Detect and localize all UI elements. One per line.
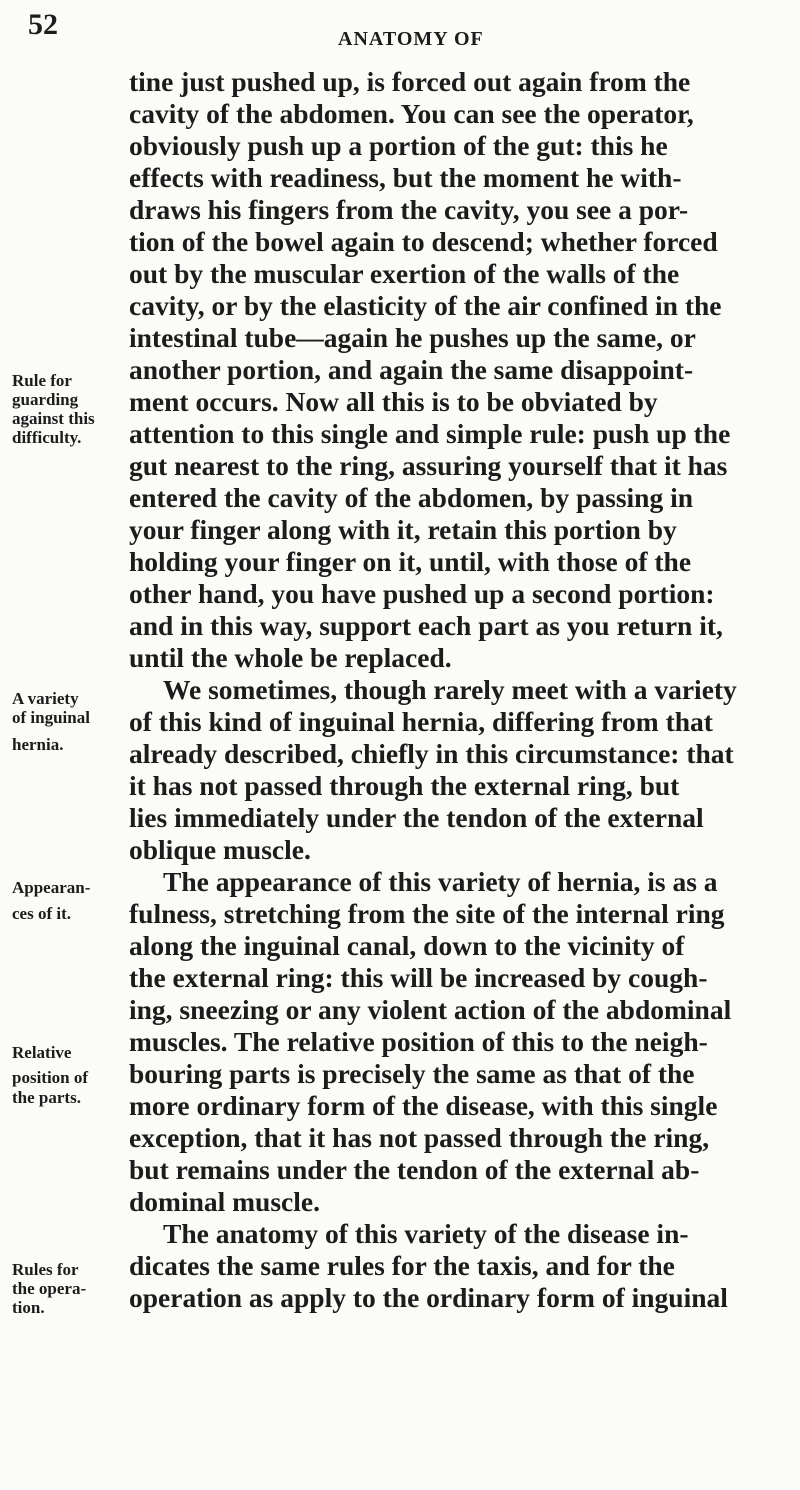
- body-line: entered the cavity of the abdomen, by passing in: [129, 482, 694, 513]
- margin-note: ces of it.: [12, 904, 72, 923]
- body-line: effects with readiness, but the moment he with-: [129, 162, 682, 193]
- body-line: the external ring: this will be increased by cough-: [129, 962, 708, 993]
- margin-note: Rules for: [12, 1260, 79, 1279]
- margin-note: the opera-: [12, 1279, 87, 1298]
- body-line: holding your finger on it, until, with those of the: [129, 546, 692, 577]
- margin-note: position of: [12, 1068, 89, 1087]
- margin-note: Relative: [12, 1043, 72, 1062]
- body-line: ment occurs. Now all this is to be obviated by: [129, 386, 658, 417]
- body-line: intestinal tube—again he pushes up the same, or: [129, 322, 696, 353]
- body-line: it has not passed through the external ring, but: [129, 770, 680, 801]
- body-line: and in this way, support each part as you return it,: [129, 610, 723, 641]
- body-line: exception, that it has not passed through the ring,: [129, 1122, 710, 1153]
- margin-note: Appearan-: [12, 878, 91, 897]
- body-line: already described, chiefly in this circumstance: that: [129, 738, 734, 769]
- body-line: lies immediately under the tendon of the external: [129, 802, 704, 833]
- body-line: oblique muscle.: [129, 834, 311, 865]
- body-line: more ordinary form of the disease, with this single: [129, 1090, 718, 1121]
- margin-note: against this: [12, 409, 95, 428]
- body-line: The anatomy of this variety of the disease in-: [163, 1218, 689, 1249]
- body-line: out by the muscular exertion of the walls of the: [129, 258, 680, 289]
- margin-note: A variety: [12, 689, 79, 708]
- body-line: of this kind of inguinal hernia, differing from that: [129, 706, 713, 737]
- margin-note: the parts.: [12, 1088, 81, 1107]
- running-head: ANATOMY OF: [338, 28, 484, 50]
- body-line: your finger along with it, retain this portion by: [129, 514, 677, 545]
- body-line: until the whole be replaced.: [129, 642, 452, 673]
- page-number: 52: [28, 8, 58, 41]
- body-line: ing, sneezing or any violent action of the abdominal: [129, 994, 732, 1025]
- margin-note: hernia.: [12, 735, 64, 754]
- body-line: but remains under the tendon of the external ab-: [129, 1154, 700, 1185]
- margin-note: difficulty.: [12, 428, 82, 447]
- body-line: dominal muscle.: [129, 1186, 320, 1217]
- body-line: cavity of the abdomen. You can see the operator,: [129, 98, 694, 129]
- body-line: attention to this single and simple rule: push up the: [129, 418, 731, 449]
- margin-note: of inguinal: [12, 708, 90, 727]
- body-line: draws his fingers from the cavity, you see a por-: [129, 194, 689, 225]
- body-line: operation as apply to the ordinary form of inguinal: [129, 1282, 728, 1313]
- body-line: tine just pushed up, is forced out again from the: [129, 66, 691, 97]
- margin-note: tion.: [12, 1298, 45, 1317]
- body-line: We sometimes, though rarely meet with a variety: [163, 674, 737, 705]
- body-line: other hand, you have pushed up a second portion:: [129, 578, 715, 609]
- body-line: cavity, or by the elasticity of the air confined in the: [129, 290, 722, 321]
- body-line: The appearance of this variety of hernia, is as a: [163, 866, 718, 897]
- body-line: tion of the bowel again to descend; whether forced: [129, 226, 718, 257]
- body-line: muscles. The relative position of this to the neigh-: [129, 1026, 708, 1057]
- body-line: along the inguinal canal, down to the vicinity of: [129, 930, 685, 961]
- margin-note: guarding: [12, 390, 79, 409]
- margin-note: Rule for: [12, 371, 72, 390]
- body-line: fulness, stretching from the site of the internal ring: [129, 898, 725, 929]
- body-line: obviously push up a portion of the gut: this he: [129, 130, 668, 161]
- body-line: bouring parts is precisely the same as that of the: [129, 1058, 695, 1089]
- body-line: gut nearest to the ring, assuring yourself that it has: [129, 450, 728, 481]
- body-line: another portion, and again the same disappoint-: [129, 354, 694, 385]
- body-line: dicates the same rules for the taxis, and for the: [129, 1250, 675, 1281]
